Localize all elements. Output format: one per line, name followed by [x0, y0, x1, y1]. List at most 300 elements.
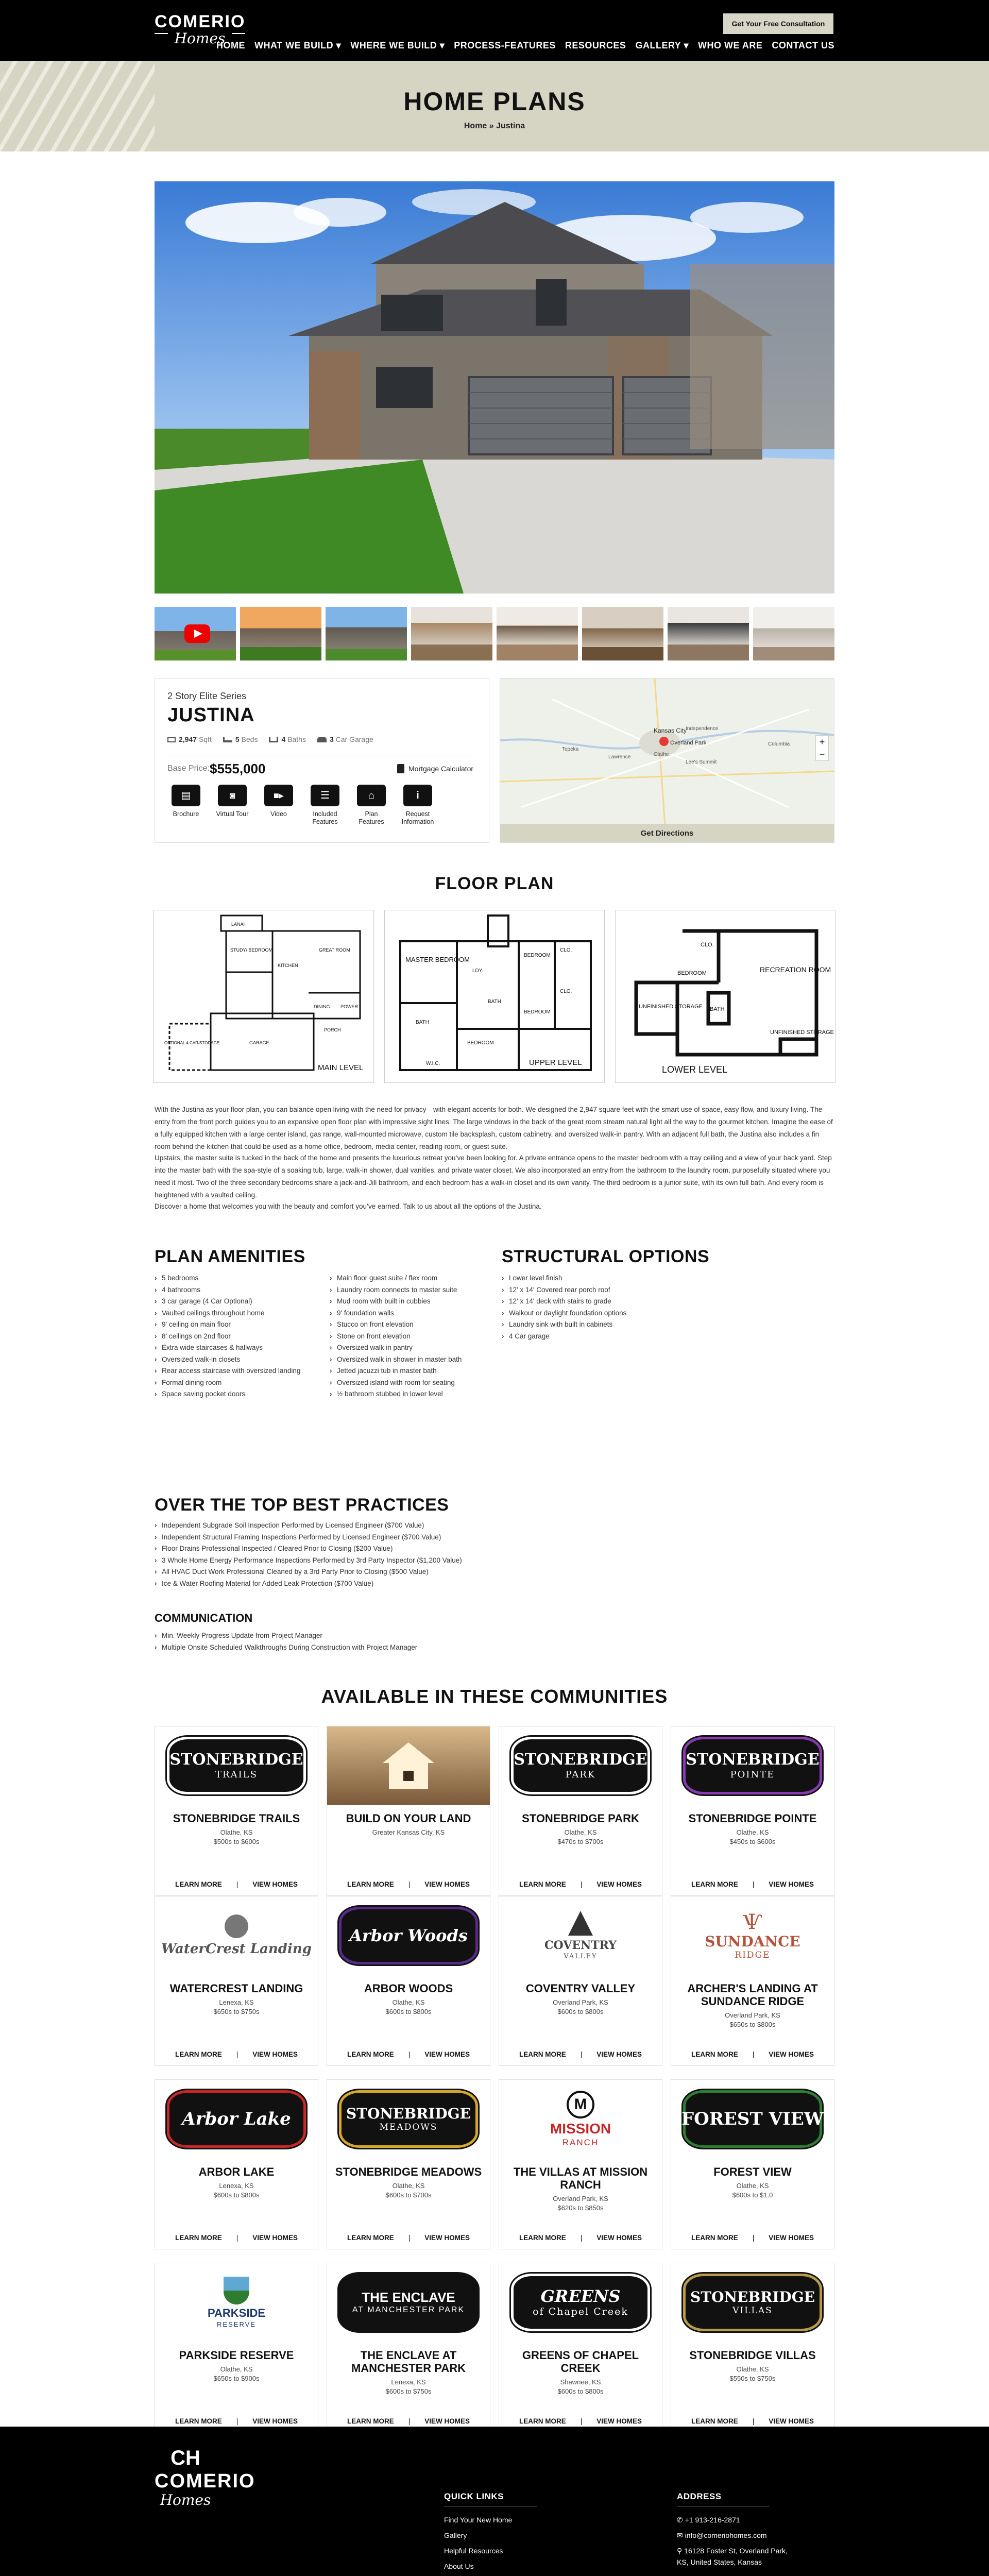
separator: | [752, 2234, 755, 2242]
structural-item: › Laundry sink with built in cabinets [502, 1319, 708, 1331]
svg-text:GREAT ROOM: GREAT ROOM [319, 947, 350, 953]
svg-text:CLO.: CLO. [560, 947, 572, 953]
community-name: STONEBRIDGE VILLAS [689, 2349, 816, 2362]
main-home-photo[interactable] [155, 181, 834, 594]
logo-text-secondary: RANCH [562, 2137, 599, 2147]
footer-logo-wordmark: COMERIO [155, 2470, 255, 2492]
community-actions [155, 2050, 318, 2058]
logo-script: Homes [174, 30, 226, 47]
learn-more-link[interactable]: LEARN MORE [347, 1880, 394, 1888]
included-features-button[interactable] [306, 785, 344, 826]
practice-item: › Floor Drains Professional Inspected / Cleared Prior to Closing ($200 Value) [155, 1543, 618, 1555]
view-homes-link[interactable]: VIEW HOMES [596, 2050, 642, 2058]
amenity-item: › Stone on front elevation [330, 1331, 500, 1343]
community-card[interactable] [671, 1726, 834, 1896]
amenities-list-right [330, 1273, 500, 1400]
svg-text:UPPER LEVEL: UPPER LEVEL [529, 1058, 582, 1067]
community-card[interactable] [671, 2079, 834, 2249]
footer-link[interactable]: Find Your New Home [444, 2516, 513, 2524]
community-actions [155, 1880, 318, 1888]
community-price-range: $600s to $750s [385, 2387, 432, 2395]
antler-icon: Ѱ [743, 1910, 762, 1934]
community-actions [499, 2234, 662, 2242]
community-name: STONEBRIDGE TRAILS [173, 1812, 300, 1825]
logo-text-secondary: VALLEY [564, 1952, 598, 1960]
monogram-icon: CH [170, 2447, 200, 2469]
community-card[interactable] [671, 2263, 834, 2433]
separator: | [408, 1880, 411, 1888]
logo-text-primary: STONEBRIDGE [346, 2105, 471, 2122]
page-banner [0, 61, 989, 151]
svg-text:OPTIONAL 4 CAR/STORAGE: OPTIONAL 4 CAR/STORAGE [164, 1041, 220, 1045]
structural-item: › 4 Car garage [502, 1331, 708, 1343]
community-logo [499, 2263, 662, 2342]
svg-text:Lawrence: Lawrence [608, 754, 631, 760]
brochure-button[interactable] [167, 785, 204, 826]
logo-text-primary: FOREST VIEW [681, 2109, 824, 2129]
amenity-item: › ½ bathroom stubbed in lower level [330, 1388, 500, 1400]
logo-rule-right [232, 33, 245, 34]
community-logo [327, 2080, 490, 2158]
svg-text:BEDROOM: BEDROOM [524, 1009, 551, 1015]
info-icon: i [403, 785, 432, 806]
community-name: FOREST VIEW [713, 2165, 792, 2178]
community-logo-badge [167, 2269, 306, 2336]
description-paragraph: Discover a home that welcomes you with the beauty and comfort you’ve earned. Talk to us about all the options of the Justina. [155, 1202, 542, 1210]
community-location: Lenexa, KS [219, 2182, 254, 2190]
tree-icon [568, 1911, 593, 1936]
logo-text-primary: THE ENCLAVE [362, 2290, 455, 2305]
learn-more-link[interactable]: LEARN MORE [347, 2417, 394, 2425]
community-logo-badge [339, 2090, 478, 2148]
svg-text:LDY.: LDY. [472, 968, 483, 974]
page-title: HOME PLANS [403, 87, 586, 116]
amenity-item: › 3 car garage (4 Car Optional) [155, 1296, 325, 1308]
community-name: BUILD ON YOUR LAND [346, 1812, 471, 1825]
amenity-item: › Mud room with built in cubbies [330, 1296, 500, 1308]
community-logo [155, 1726, 318, 1805]
community-location: Olathe, KS [736, 2182, 769, 2190]
community-name: COVENTRY VALLEY [525, 1982, 636, 1995]
price-label: Base Price: [167, 764, 210, 773]
community-logo-badge [683, 2274, 822, 2331]
community-price-range: $600s to $800s [557, 2387, 604, 2395]
logo-text-secondary: RIDGE [735, 1950, 771, 1960]
community-card[interactable] [155, 1896, 318, 2066]
community-location: Olathe, KS [736, 2365, 769, 2373]
view-homes-link[interactable]: VIEW HOMES [252, 2234, 298, 2242]
view-homes-link[interactable]: VIEW HOMES [596, 1880, 642, 1888]
communication-item: › Multiple Onsite Scheduled Walkthroughs During Construction with Project Manager [155, 1642, 618, 1654]
video-camera-icon: ■▸ [264, 785, 293, 806]
learn-more-link[interactable]: LEARN MORE [691, 2417, 738, 2425]
nav-where-we-build[interactable]: WHERE WE BUILD ▾ [350, 40, 445, 50]
site-footer [0, 2427, 989, 2576]
address-text: ⚲ 16128 Foster St, Overland Park, KS, United States, Kansas [677, 2547, 788, 2566]
view-homes-link[interactable]: VIEW HOMES [252, 2050, 298, 2058]
view-homes-link[interactable]: VIEW HOMES [769, 2050, 814, 2058]
community-price-range: $470s to $700s [557, 1838, 604, 1845]
community-logo [327, 1726, 490, 1805]
amenity-item: › Extra wide staircases & hallways [155, 1342, 325, 1354]
plan-name: JUSTINA [167, 704, 255, 726]
footer-link[interactable]: About Us [444, 2562, 474, 2570]
best-practices-heading: OVER THE TOP BEST PRACTICES [155, 1495, 449, 1515]
floor-plan-main-level[interactable] [154, 910, 374, 1083]
logo-text-secondary: AT MANCHESTER PARK [352, 2306, 465, 2314]
svg-text:Olathe: Olathe [654, 752, 669, 757]
list-icon: ☰ [311, 785, 339, 806]
amenity-item: › Jetted jacuzzi tub in master bath [330, 1365, 500, 1377]
action-label: Plan Features [359, 810, 384, 825]
thumbnail-photo[interactable] [326, 607, 407, 660]
community-price-range: $450s to $600s [729, 1838, 776, 1845]
community-logo [155, 2080, 318, 2158]
learn-more-link[interactable]: LEARN MORE [691, 2050, 738, 2058]
footer-link[interactable] [444, 2574, 512, 2576]
practice-item: › All HVAC Duct Work Professional Cleaned by a 3rd Party Prior to Closing ($500 Value) [155, 1566, 618, 1578]
community-name: GREENS OF CHAPEL CREEK [522, 2349, 639, 2375]
email-link[interactable]: ✉ info@comeriohomes.com [677, 2531, 767, 2539]
footer-logo-script: Homes [160, 2492, 211, 2509]
get-directions-button[interactable]: Get Directions [500, 824, 834, 842]
community-logo [327, 2263, 490, 2342]
community-location: Overland Park, KS [725, 2011, 780, 2019]
learn-more-link[interactable]: LEARN MORE [175, 2050, 222, 2058]
logo-text-primary: MISSION [550, 2120, 611, 2137]
svg-text:BEDROOM: BEDROOM [677, 970, 707, 976]
svg-text:PORCH: PORCH [324, 1027, 341, 1032]
structural-options-heading: STRUCTURAL OPTIONS [502, 1247, 710, 1266]
floor-plan-heading: FLOOR PLAN [435, 874, 554, 893]
svg-text:BEDROOM: BEDROOM [524, 953, 551, 958]
svg-text:KITCHEN: KITCHEN [278, 963, 298, 968]
floor-plan-lower-level[interactable] [615, 910, 835, 1083]
logo-text-primary: Arbor Lake [182, 2109, 291, 2129]
community-name: WATERCREST LANDING [169, 1982, 303, 1995]
view-homes-link[interactable]: VIEW HOMES [424, 2234, 470, 2242]
separator: | [408, 2417, 411, 2425]
stat-garage: 3 Car Garage [317, 735, 373, 743]
svg-text:LANAI: LANAI [231, 922, 245, 927]
community-actions [327, 2417, 490, 2425]
view-homes-link[interactable]: VIEW HOMES [769, 2417, 814, 2425]
community-price-range: $620s to $850s [557, 2204, 604, 2212]
thumbnail-photo[interactable] [753, 607, 834, 660]
logo-text-primary: WaterCrest Landing [161, 1941, 312, 1957]
video-button[interactable] [260, 785, 297, 826]
community-actions [671, 1880, 834, 1888]
community-actions [155, 2234, 318, 2242]
mortgage-calculator-link[interactable] [397, 764, 473, 773]
svg-text:Kansas City: Kansas City [654, 727, 687, 734]
community-location: Olathe, KS [736, 1828, 769, 1836]
ruler-icon [167, 737, 176, 742]
quick-links-heading: QUICK LINKS [444, 2492, 504, 2501]
learn-more-link[interactable]: LEARN MORE [519, 1880, 566, 1888]
separator: | [752, 2417, 755, 2425]
community-actions [155, 2417, 318, 2425]
communities-heading: AVAILABLE IN THESE COMMUNITIES [321, 1686, 668, 1707]
view-homes-link[interactable]: VIEW HOMES [769, 1880, 814, 1888]
amenity-item: › Laundry room connects to master suite [330, 1284, 500, 1296]
best-practices-list [155, 1520, 618, 1589]
logo-text-secondary: TRAILS [215, 1769, 258, 1780]
location-pin-icon: ⚲ [677, 2547, 685, 2555]
structural-item: › Lower level finish [502, 1273, 708, 1284]
top-navbar [0, 0, 989, 61]
svg-text:Lee's Summit: Lee's Summit [686, 759, 717, 765]
learn-more-link[interactable]: LEARN MORE [347, 2050, 394, 2058]
learn-more-link[interactable]: LEARN MORE [519, 2050, 566, 2058]
community-card[interactable] [499, 1896, 662, 2066]
svg-text:DINING: DINING [314, 1004, 330, 1009]
community-logo [155, 2263, 318, 2342]
structural-item: › Walkout or daylight foundation options [502, 1308, 708, 1319]
nav-what-we-build[interactable]: WHAT WE BUILD ▾ [254, 40, 342, 50]
book-icon: ▤ [172, 785, 200, 806]
svg-text:W.I.C.: W.I.C. [426, 1061, 440, 1066]
action-label: Brochure [173, 810, 199, 818]
community-logo-badge [511, 2274, 650, 2331]
community-card[interactable] [155, 2079, 318, 2249]
svg-text:BEDROOM: BEDROOM [467, 1040, 494, 1046]
nav-contact-us[interactable]: CONTACT US [772, 40, 834, 50]
amenity-item: › 4 bathrooms [155, 1284, 325, 1296]
community-location: Olathe, KS [220, 1828, 253, 1836]
structural-item: › 12' x 14' Covered rear porch roof [502, 1284, 708, 1296]
thumbnail-photo[interactable] [411, 607, 492, 660]
logo-text-primary: STONEBRIDGE [690, 2288, 815, 2306]
separator: | [236, 1880, 238, 1888]
mortgage-label: Mortgage Calculator [408, 765, 474, 773]
community-logo-badge [167, 2090, 306, 2148]
learn-more-link[interactable]: LEARN MORE [691, 2234, 738, 2242]
community-card[interactable] [327, 2263, 490, 2433]
footer-link[interactable]: Gallery [444, 2531, 467, 2539]
logo-wordmark: COMERIO [155, 12, 246, 31]
breadcrumb[interactable]: Home » Justina [464, 122, 525, 130]
practice-item: › Independent Subgrade Soil Inspection Performed by Licensed Engineer ($700 Value) [155, 1520, 618, 1532]
view-homes-link[interactable]: VIEW HOMES [424, 2050, 470, 2058]
community-actions [671, 2050, 834, 2058]
community-logo [499, 2080, 662, 2158]
main-nav [216, 40, 834, 51]
request-info-button[interactable] [399, 785, 436, 826]
community-location: Olathe, KS [220, 2365, 253, 2373]
svg-text:GARAGE: GARAGE [249, 1040, 269, 1045]
community-location: Shawnee, KS [560, 2378, 601, 2386]
stat-sqft: 2,947 Sqft [167, 735, 212, 743]
community-name: STONEBRIDGE PARK [522, 1812, 639, 1825]
view-homes-link[interactable]: VIEW HOMES [424, 1880, 470, 1888]
separator: | [752, 1880, 755, 1888]
footer-logo[interactable] [155, 2445, 255, 2509]
view-homes-link[interactable]: VIEW HOMES [596, 2234, 642, 2242]
view-homes-link[interactable]: VIEW HOMES [252, 1880, 298, 1888]
community-card[interactable] [155, 2263, 318, 2433]
community-card[interactable] [327, 2079, 490, 2249]
community-actions [327, 1880, 490, 1888]
practice-item: › 3 Whole Home Energy Performance Inspections Performed by 3rd Party Inspector ($1,200 Value) [155, 1555, 618, 1567]
community-actions [671, 2234, 834, 2242]
floor-plan-drawing [154, 910, 374, 1083]
logo-rule-left [155, 33, 168, 34]
location-map[interactable] [500, 678, 834, 843]
logo-text-primary: PARKSIDE [207, 2306, 266, 2319]
virtual-tour-button[interactable] [214, 785, 251, 826]
community-price-range: $650s to $800s [729, 2021, 776, 2028]
base-price: $555,000 [210, 761, 266, 776]
community-location: Overland Park, KS [553, 2195, 608, 2202]
home-icon: ⌂ [357, 785, 386, 806]
separator: | [580, 2417, 583, 2425]
community-card[interactable] [499, 1726, 662, 1896]
community-logo [499, 1896, 662, 1975]
community-actions [671, 2417, 834, 2425]
logo-text-secondary: of Chapel Creek [533, 2306, 628, 2317]
description-paragraph: Upstairs, the master suite is tucked in the back of the home and presents the luxurious retreat you’ve been looking for. A private entrance opens to the master bedroom with a tray ceiling and a view of your back yard. Step into the master bath with the spa-style of a soaking tub, large, walk-in shower, dual vanities, and private water closet. We also incorporated an entry from the bathroom to the laundry room, purposefully situated where you need it most. Two of the three secondary bedrooms share a jack-and-Jill bathroom, and each bedroom has a walk-in closet and its own vanity. The third bedroom is a junior suite, with its own full bath. And every room is heightened with a vaulted ceiling. [155, 1154, 832, 1199]
separator: | [408, 2050, 411, 2058]
view-homes-link[interactable]: VIEW HOMES [252, 2417, 298, 2425]
community-location: Lenexa, KS [391, 2378, 426, 2386]
community-logo [671, 2080, 834, 2158]
footer-link[interactable]: Helpful Resources [444, 2547, 503, 2555]
community-price-range: $600s to $800s [213, 2191, 260, 2199]
action-label: Included Features [312, 810, 338, 825]
svg-text:UNFINISHED STORAGE: UNFINISHED STORAGE [770, 1029, 834, 1036]
community-card[interactable] [671, 1896, 834, 2066]
community-logo-badge [339, 1907, 478, 1964]
community-card[interactable] [499, 2263, 662, 2433]
community-actions [327, 2050, 490, 2058]
svg-text:POWER: POWER [340, 1004, 359, 1009]
amenity-item: › Rear access staircase with oversized landing [155, 1365, 325, 1377]
separator: | [580, 2050, 583, 2058]
view-homes-link[interactable]: VIEW HOMES [424, 2417, 470, 2425]
floor-plan-drawing [616, 910, 835, 1083]
phone-link[interactable]: ✆ +1 913-216-2871 [677, 2516, 740, 2524]
thumbnail-photo[interactable] [240, 607, 321, 660]
svg-text:LOWER LEVEL: LOWER LEVEL [662, 1064, 728, 1075]
nav-gallery[interactable]: GALLERY ▾ [635, 40, 689, 50]
map-canvas [500, 679, 834, 825]
view-homes-link[interactable]: VIEW HOMES [769, 2234, 814, 2242]
nav-resources[interactable]: RESOURCES [565, 40, 626, 50]
practice-item: › Ice & Water Roofing Material for Added Leak Protection ($700 Value) [155, 1578, 618, 1590]
amenity-item: › Oversized walk in pantry [330, 1342, 500, 1354]
map-zoom-control[interactable]: + − [815, 735, 829, 761]
community-logo-badge [511, 1737, 650, 1794]
svg-text:Overland Park: Overland Park [670, 740, 707, 746]
community-name: STONEBRIDGE MEADOWS [335, 2165, 482, 2178]
svg-text:CLO.: CLO. [701, 942, 714, 948]
community-card[interactable] [155, 1726, 318, 1896]
community-price-range: $600s to $800s [557, 2008, 604, 2015]
learn-more-link[interactable]: LEARN MORE [347, 2234, 394, 2242]
community-card[interactable] [499, 2079, 662, 2249]
vr-headset-icon: ◙ [218, 785, 247, 806]
mission-m-icon: M [567, 2091, 594, 2119]
communication-item: › Min. Weekly Progress Update from Project Manager [155, 1630, 618, 1642]
communication-heading: COMMUNICATION [155, 1612, 253, 1624]
svg-text:BATH: BATH [416, 1020, 429, 1025]
separator: | [580, 1880, 583, 1888]
learn-more-link[interactable]: LEARN MORE [519, 2417, 566, 2425]
community-name: THE ENCLAVE AT MANCHESTER PARK [351, 2349, 466, 2375]
amenity-item: › Formal dining room [155, 1377, 325, 1389]
logo-text-primary: GREENS [540, 2286, 621, 2306]
stat-baths: 4 Baths [269, 735, 306, 743]
community-name: PARKSIDE RESERVE [179, 2349, 294, 2362]
phone-icon: ✆ [677, 2516, 685, 2524]
amenity-item: › 9' ceiling on main floor [155, 1319, 325, 1331]
community-logo-badge [161, 1902, 312, 1969]
community-price-range: $500s to $600s [213, 1838, 260, 1845]
community-card[interactable] [327, 1726, 490, 1896]
plan-info-card [155, 678, 489, 843]
play-icon [184, 624, 210, 643]
separator: | [408, 2234, 411, 2242]
community-location: Olathe, KS [392, 2182, 425, 2190]
svg-text:BATH: BATH [710, 1006, 725, 1012]
community-location: Olathe, KS [392, 1998, 425, 2006]
house-icon [378, 1742, 439, 1789]
plan-action-buttons [167, 785, 436, 826]
learn-more-link[interactable]: LEARN MORE [175, 2234, 222, 2242]
community-price-range: $650s to $750s [213, 2008, 260, 2015]
consultation-button[interactable]: Get Your Free Consultation [723, 13, 833, 34]
thumbnail-video[interactable] [155, 607, 236, 660]
learn-more-link[interactable]: LEARN MORE [175, 1880, 222, 1888]
thumbnail-photo[interactable] [582, 607, 663, 660]
learn-more-link[interactable]: LEARN MORE [519, 2234, 566, 2242]
community-logo [155, 1896, 318, 1975]
nav-process-features[interactable]: PROCESS-FEATURES [454, 40, 556, 50]
calculator-icon [397, 764, 404, 773]
community-logo [499, 1726, 662, 1805]
community-name: ARBOR WOODS [364, 1982, 453, 1995]
learn-more-link[interactable]: LEARN MORE [175, 2417, 222, 2425]
structural-options-list [502, 1273, 708, 1342]
logo-text-secondary: PARK [565, 1769, 596, 1780]
thumbnail-photo[interactable] [497, 607, 578, 660]
svg-text:MAIN LEVEL: MAIN LEVEL [318, 1063, 364, 1072]
community-price-range: $600s to $1.0 [732, 2191, 773, 2199]
bath-icon [269, 737, 278, 742]
view-homes-link[interactable]: VIEW HOMES [596, 2417, 642, 2425]
separator: | [236, 2050, 238, 2058]
community-logo [671, 2263, 834, 2342]
thumbnail-photo[interactable] [668, 607, 749, 660]
plan-features-button[interactable] [353, 785, 390, 826]
bed-icon [223, 737, 232, 742]
svg-text:BATH: BATH [488, 999, 501, 1005]
community-location: Greater Kansas City, KS [372, 1828, 445, 1836]
contact-info [677, 2512, 790, 2568]
learn-more-link[interactable]: LEARN MORE [691, 1880, 738, 1888]
nav-who-we-are[interactable]: WHO WE ARE [698, 40, 763, 50]
floor-plan-upper-level[interactable] [384, 910, 605, 1083]
amenity-item: › 8' ceilings on 2nd floor [155, 1331, 325, 1343]
amenity-item: › Oversized walk in shower in master bath [330, 1354, 500, 1366]
community-name: THE VILLAS AT MISSION RANCH [513, 2165, 648, 2191]
nav-home[interactable]: HOME [216, 40, 246, 50]
community-card[interactable] [327, 1896, 490, 2066]
structural-item: › 12' x 14' deck with stairs to grade [502, 1296, 708, 1308]
community-name: ARCHER'S LANDING AT SUNDANCE RIDGE [687, 1982, 818, 2008]
community-logo-badge [167, 1737, 306, 1794]
